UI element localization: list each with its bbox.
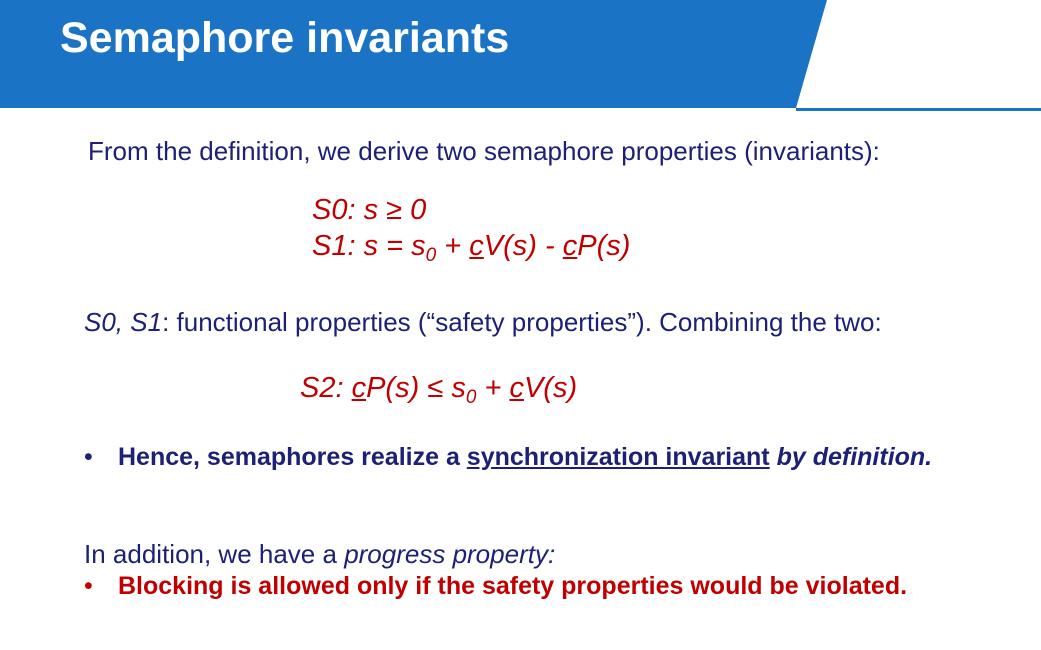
bullet-blocking-text: Blocking is allowed only if the safety properties would be violated. bbox=[118, 572, 908, 600]
addition-text: In addition, we have a progress property: bbox=[84, 539, 556, 569]
bullet-blocking bbox=[84, 570, 907, 602]
formula-s0: S0: s ≥ 0 bbox=[312, 194, 427, 226]
bullet-dot: • bbox=[84, 443, 93, 471]
bullet-hence-prefix: Hence, semaphores realize a bbox=[118, 443, 467, 471]
bullet-hence bbox=[84, 441, 932, 473]
synchronization-invariant-term: synchronization invariant bbox=[466, 443, 770, 471]
formula-s2: S2: $cP(s) \le s_0 + cV(s)$ bbox=[300, 372, 578, 408]
functional-text: S0, S1: functional properties (“safety properties”). Combining the two: bbox=[84, 307, 882, 337]
bullet-dot: • bbox=[84, 572, 93, 600]
intro-text: From the definition, we derive two semaphore properties (invariants): bbox=[88, 136, 880, 166]
bullet-hence-suffix: by definition. bbox=[769, 443, 933, 471]
formula-s1: S1: $s = s_0 + cV(s) - cP(s)$ bbox=[312, 230, 631, 266]
slide-title: Semaphore invariants bbox=[60, 14, 510, 62]
